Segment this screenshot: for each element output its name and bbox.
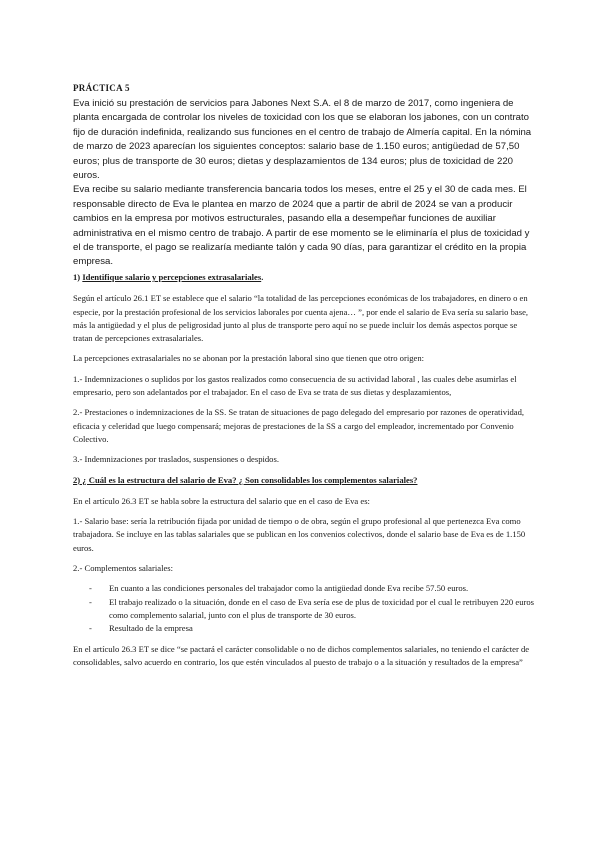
answer-paragraph: Según el artículo 26.1 ET se establece que el salario “la totalidad de las percepciones económicas de los trabajadores, en dinero o en especie, por la prestación profesional de los servicios laborales por cuenta ajena… ”, por ende el salario de Eva sería su salario base, más la antigüedad y el plus de peligrosidad junto al plus de transporte pero aquí no se puede incluir los demás aspectos porque se tratan de percepciones extrasalariales. [73,293,529,344]
answer-paragraph: 3.- Indemnizaciones por traslados, suspensiones o despidos. [73,454,279,465]
case-statement [73,97,538,270]
answer-paragraph: En el artículo 26.3 ET se dice “se pactará el carácter consolidable o no de dichos complementos salariales, no teniendo el carácter de consolidables, salvo acuerdo en contrario, los que estén vinculados al puesto de trabajo o a la situación y resultados de la empresa” [73,643,530,667]
question-2-text: 2) ¿ Cuál es la estructura del salario de Eva? ¿ Son consolidables los complementos salariales? [73,474,418,485]
question-1-heading [73,271,535,284]
answer-paragraph: 2.- Prestaciones o indemnizaciones de la SS. Se tratan de situaciones de pago delegado del empresario por razones de operatividad, eficacia y celeridad que luego compensará; mejoras de prestaciones de la SS a cargo del empleador, incrementado por Convenio Colectivo. [73,407,525,444]
complements-list [73,582,535,635]
answer-paragraph: 2.- Complementos salariales: [73,563,173,574]
intro-paragraph: Eva recibe su salario mediante transferencia bancaria todos los meses, entre el 25 y el 30 de cada mes. El responsable directo de Eva le plantea en marzo de 2024 que a partir de abril de 2024 se van a producir cambios en la empresa por motivos estructurales, pasando ella a desempeñar funciones de auxiliar administrativa en el mismo centro de trabajo. A partir de ese momento se le eliminaría el plus de toxicidad y el de transporte, el pago se realizaría mediante talón y cada 90 días, para garantizar el crédito en la propia empresa. [73,184,530,268]
list-item [73,596,535,623]
list-dash: - [89,583,92,594]
intro-paragraph: Eva inició su prestación de servicios para Jabones Next S.A. el 8 de marzo de 2017, como ingeniera de planta encargada de controlar los niveles de toxicidad con los que se elaboran los jabones, con un contrato fijo de duración indefinida, realizando sus funciones en el centro de trabajo de Almería capital. En la nómina de marzo de 2023 aparecían los siguientes conceptos: salario base de 1.150 euros; antigüedad de 57,50 euros; plus de transporte de 30 euros; dietas y desplazamientos de 134 euros; plus de toxicidad de 220 euros. [73,98,532,182]
list-item-text: El trabajo realizado o la situación, donde en el caso de Eva sería ese de plus de toxicidad por el cual le retribuyen 220 euros como complemento salarial, junto con el plus de transporte de 30 euros. [109,596,534,620]
answer-paragraph: La percepciones extrasalariales no se abonan por la prestación laboral sino que tienen que otro origen: [73,353,425,364]
question-1-number: 1) [73,272,81,282]
list-item-text: En cuanto a las condiciones personales del trabajador como la antigüedad donde Eva recibe 57.50 euros. [109,583,469,594]
question-2-heading [73,474,535,487]
list-item [73,582,535,595]
list-item [73,622,535,635]
answers-section [73,271,535,676]
list-item-text: Resultado de la empresa [109,623,193,634]
list-dash: - [89,596,92,607]
answer-paragraph: En el artículo 26.3 ET se habla sobre la estructura del salario que en el caso de Eva es: [73,495,370,506]
answer-paragraph: 1.- Salario base: sería la retribución fijada por unidad de tiempo o de obra, según el grupo profesional al que pertenezca Eva como trabajadora. Se incluye en las tablas salariales que se publican en los convenios colectivos, donde el salario base de Eva es de 1.150 euros. [73,516,526,553]
question-1-end: . [261,272,264,282]
list-dash: - [89,623,92,634]
answer-paragraph: 1.- Indemnizaciones o suplidos por los gastos realizados como consecuencia de su actividad laboral , las cuales debe asumirlas el empresario, pero son adelantados por el trabajador. En el caso de Eva se trata de sus dietas y desplazamientos, [73,373,517,398]
document-title: PRÁCTICA 5 [73,83,130,93]
question-1-text: Identifique salario y percepciones extrasalariales [82,272,262,282]
